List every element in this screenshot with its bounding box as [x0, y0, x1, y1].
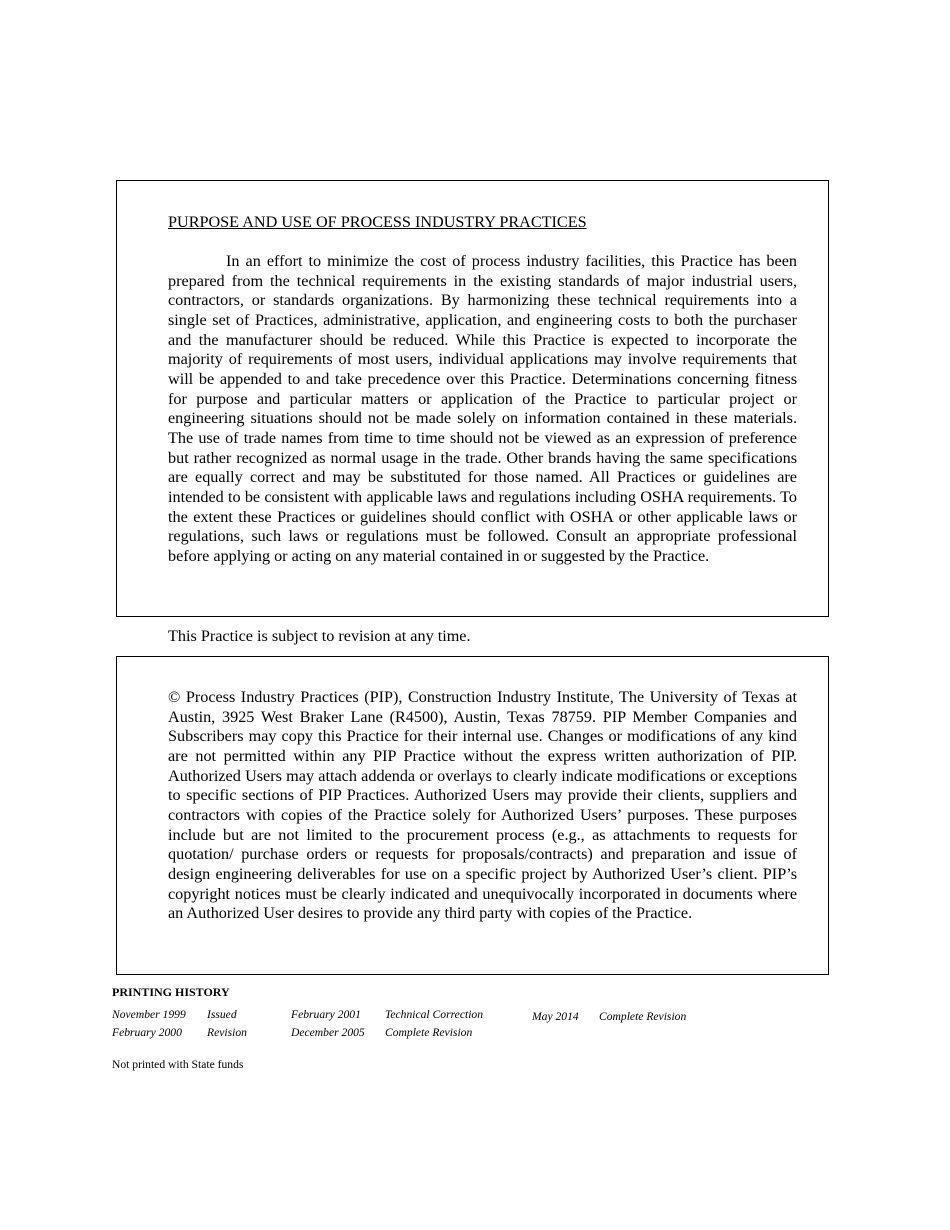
- history-date: May 2014: [532, 1010, 579, 1023]
- copyright-paragraph: © Process Industry Practices (PIP), Construction Industry Institute, The University of Texas at Austin, 3925 West Braker Lane (R4500), Austin, Texas 78759. PIP Member Companies and Subscribers may copy this Practice for their internal use. Changes or modifications of any kind are not permitted within any PIP Practice without the express written authorization of PIP. Authorized Users may attach addenda or overlays to clearly indicate modifications or exceptions to specific sections of PIP Practices. Authorized Users may provide their clients, suppliers and contractors with copies of the Practice solely for Authorized Users’ purposes. These purposes include but are not limited to the procurement process (e.g., as attachments to requests for quotation/ purchase orders or requests for proposals/contracts) and preparation and issue of design engineering deliverables for use on a specific project by Authorized User’s client. PIP’s copyright notices must be clearly indicated and unequivocally incorporated in documents where an Authorized User desires to provide any third party with copies of the Practice.: [168, 688, 797, 923]
- history-date: February 2000: [112, 1026, 182, 1039]
- purpose-heading: PURPOSE AND USE OF PROCESS INDUSTRY PRACTICES: [168, 213, 587, 231]
- history-date: December 2005: [291, 1026, 365, 1039]
- history-date: February 2001: [291, 1008, 361, 1021]
- printing-history-title: PRINTING HISTORY: [112, 985, 230, 999]
- purpose-paragraph: In an effort to minimize the cost of process industry facilities, this Practice has been prepared from the technical requirements in the existing standards of major industrial users, contractors, or standards organizations. By harmonizing these technical requirements into a single set of Practices, administrative, application, and engineering costs to both the purchaser and the manufacturer should be reduced. While this Practice is expected to incorporate the majority of requirements of most users, individual applications may involve requirements that will be appended to and take precedence over this Practice. Determinations concerning fitness for purpose and particular matters or application of the Practice to particular project or engineering situations should not be made solely on information contained in these materials. The use of trade names from time to time should not be viewed as an expression of preference but rather recognized as normal usage in the trade. Other brands having the same specifications are equally correct and may be substituted for those named. All Practices or guidelines are intended to be consistent with applicable laws and regulations including OSHA requirements. To the extent these Practices or guidelines should conflict with OSHA or other applicable laws or regulations, such laws or regulations must be followed. Consult an appropriate professional before applying or acting on any material contained in or suggested by the Practice.: [168, 252, 797, 565]
- footer-note: Not printed with State funds: [112, 1058, 244, 1071]
- history-action: Technical Correction: [385, 1008, 484, 1021]
- history-action: Revision: [207, 1026, 247, 1039]
- revision-note: This Practice is subject to revision at any time.: [168, 627, 471, 645]
- copyright-section: [116, 656, 829, 975]
- history-action: Complete Revision: [385, 1026, 473, 1039]
- history-action: Complete Revision: [599, 1010, 687, 1023]
- history-date: November 1999: [112, 1008, 186, 1021]
- purpose-section: [116, 180, 829, 617]
- history-action: Issued: [207, 1008, 237, 1021]
